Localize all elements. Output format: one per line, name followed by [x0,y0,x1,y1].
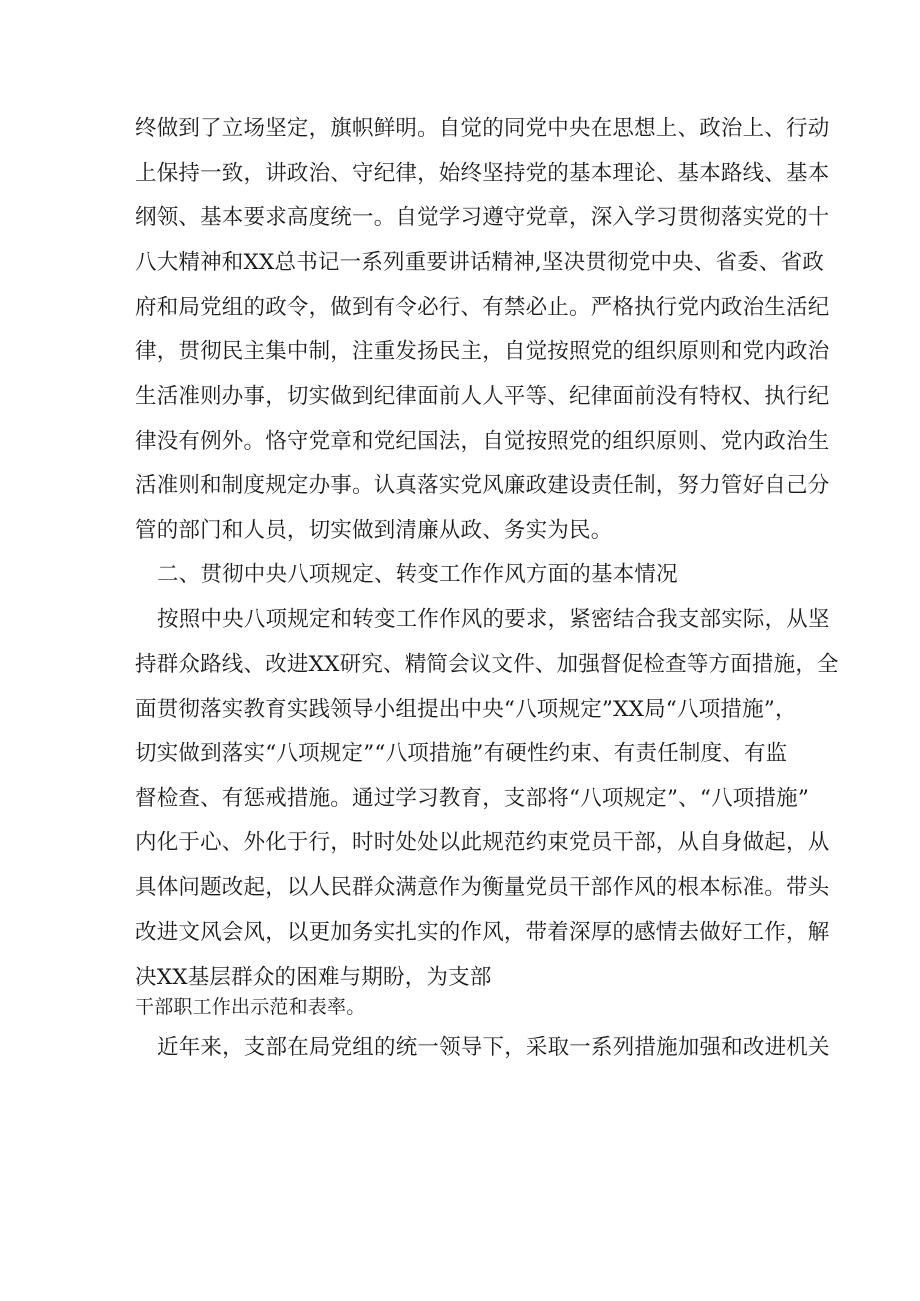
text-line: 律，贯彻民主集中制，注重发扬民主，自觉按照党的组织原则和党内政治 [135,339,830,364]
text-line: 纲领、基本要求高度统一。自觉学习遵守党章，深入学习贯彻落实党的十 [135,205,830,230]
text-line: 终做到了立场坚定，旗帜鲜明。自觉的同党中央在思想上、政治上、行动 [135,116,830,141]
text-line: 持群众路线、改进XX研究、精简会议文件、加强督促检查等方面措施，全 [135,652,839,677]
text-line: 管的部门和人员，切实做到清廉从政、务实为民。 [135,518,613,543]
text-line: 内化于心、外化于行，时时处处以此规范约束党员干部，从自身做起，从 [135,830,830,855]
text-line: 活准则和制度规定办事。认真落实党风廉政建设责任制，努力管好自己分 [135,473,830,498]
text-line: 决XX基层群众的困难与期盼，为支部 [135,965,492,990]
text-line: 律没有例外。恪守党章和党纪国法，自觉按照党的组织原则、党内政治生 [135,429,830,454]
text-line: 府和局党组的政令，做到有令必行、有禁必止。严格执行党内政治生活纪 [135,295,830,320]
text-line: 督检查、有惩戒措施。通过学习教育，支部将“八项规定”、“八项措施” [135,786,810,811]
text-line: 按照中央八项规定和转变工作作风的要求，紧密结合我支部实际，从坚 [157,607,830,632]
text-line: 生活准则办事，切实做到纪律面前人人平等、纪律面前没有特权、执行纪 [135,384,830,409]
text-line: 上保持一致，讲政治、守纪律，始终坚持党的基本理论、基本路线、基本 [135,161,830,186]
text-line: 具体问题改起，以人民群众满意作为衡量党员干部作风的根本标准。带头 [135,875,830,900]
text-line: 改进文风会风，以更加务实扎实的作风，带着深厚的感情去做好工作，解 [135,920,830,945]
text-line: 面贯彻落实教育实践领导小组提出中央“八项规定”XX局“八项措施”， [135,697,797,722]
section-heading: 二、贯彻中央八项规定、转变工作作风方面的基本情况 [157,562,678,587]
text-line: 干部职工作出示范和表率。 [135,996,366,1018]
text-line: 八大精神和XX总书记一系列重要讲话精神,坚决贯彻党中央、省委、省政 [135,250,825,275]
text-line: 切实做到落实“八项规定”“八项措施”有硬性约束、有责任制度、有监 [135,741,788,766]
text-line: 近年来，支部在局党组的统一领导下，采取一系列措施加强和改进机关 [157,1035,830,1060]
